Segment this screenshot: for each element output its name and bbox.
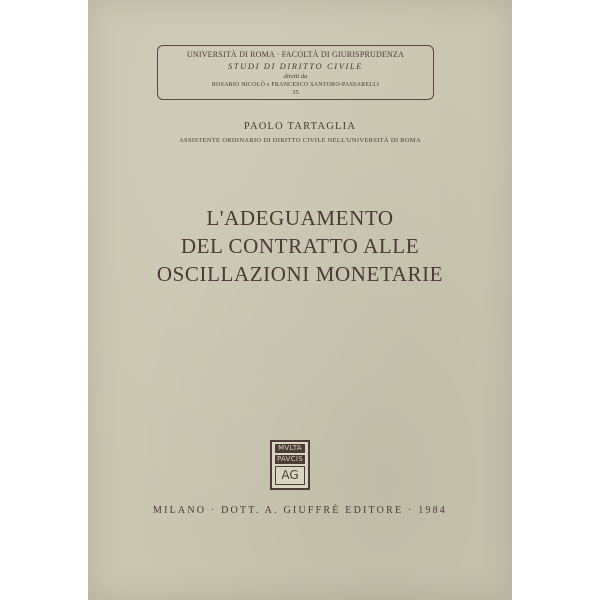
- book-title-line-3: OSCILLAZIONI MONETARIE: [156, 262, 444, 286]
- author-affiliation: ASSISTENTE ORDINARIO DI DIRITTO CIVILE NELL'UNIVERSITÀ DI ROMA: [179, 137, 421, 144]
- series-university: UNIVERSITÀ DI ROMA · FACOLTÀ DI GIURISPRUDENZA: [186, 50, 405, 59]
- series-number: 35: [292, 89, 299, 96]
- publisher-logo: [270, 440, 310, 490]
- series-directed-by: diretti da: [283, 72, 308, 80]
- publisher-imprint: MILANO · DOTT. A. GIUFFRÈ EDITORE · 1984: [152, 505, 447, 516]
- series-title: STUDI DI DIRITTO CIVILE: [227, 61, 364, 71]
- logo-motto-line-1: MVLTA: [275, 444, 305, 453]
- book-title-line-2: DEL CONTRATTO ALLE: [180, 234, 420, 258]
- series-frame: [157, 45, 434, 100]
- logo-initials: AG: [275, 466, 305, 485]
- book-cover: [88, 0, 512, 600]
- book-title: [88, 204, 512, 288]
- author-name: PAOLO TARTAGLIA: [243, 121, 357, 132]
- logo-motto-line-2: PAVCIS: [276, 455, 304, 463]
- series-directors: ROSARIO NICOLÒ e FRANCESCO SANTORO-PASSARELLI: [211, 82, 380, 88]
- book-title-line-1: L'ADEGUAMENTO: [206, 206, 394, 230]
